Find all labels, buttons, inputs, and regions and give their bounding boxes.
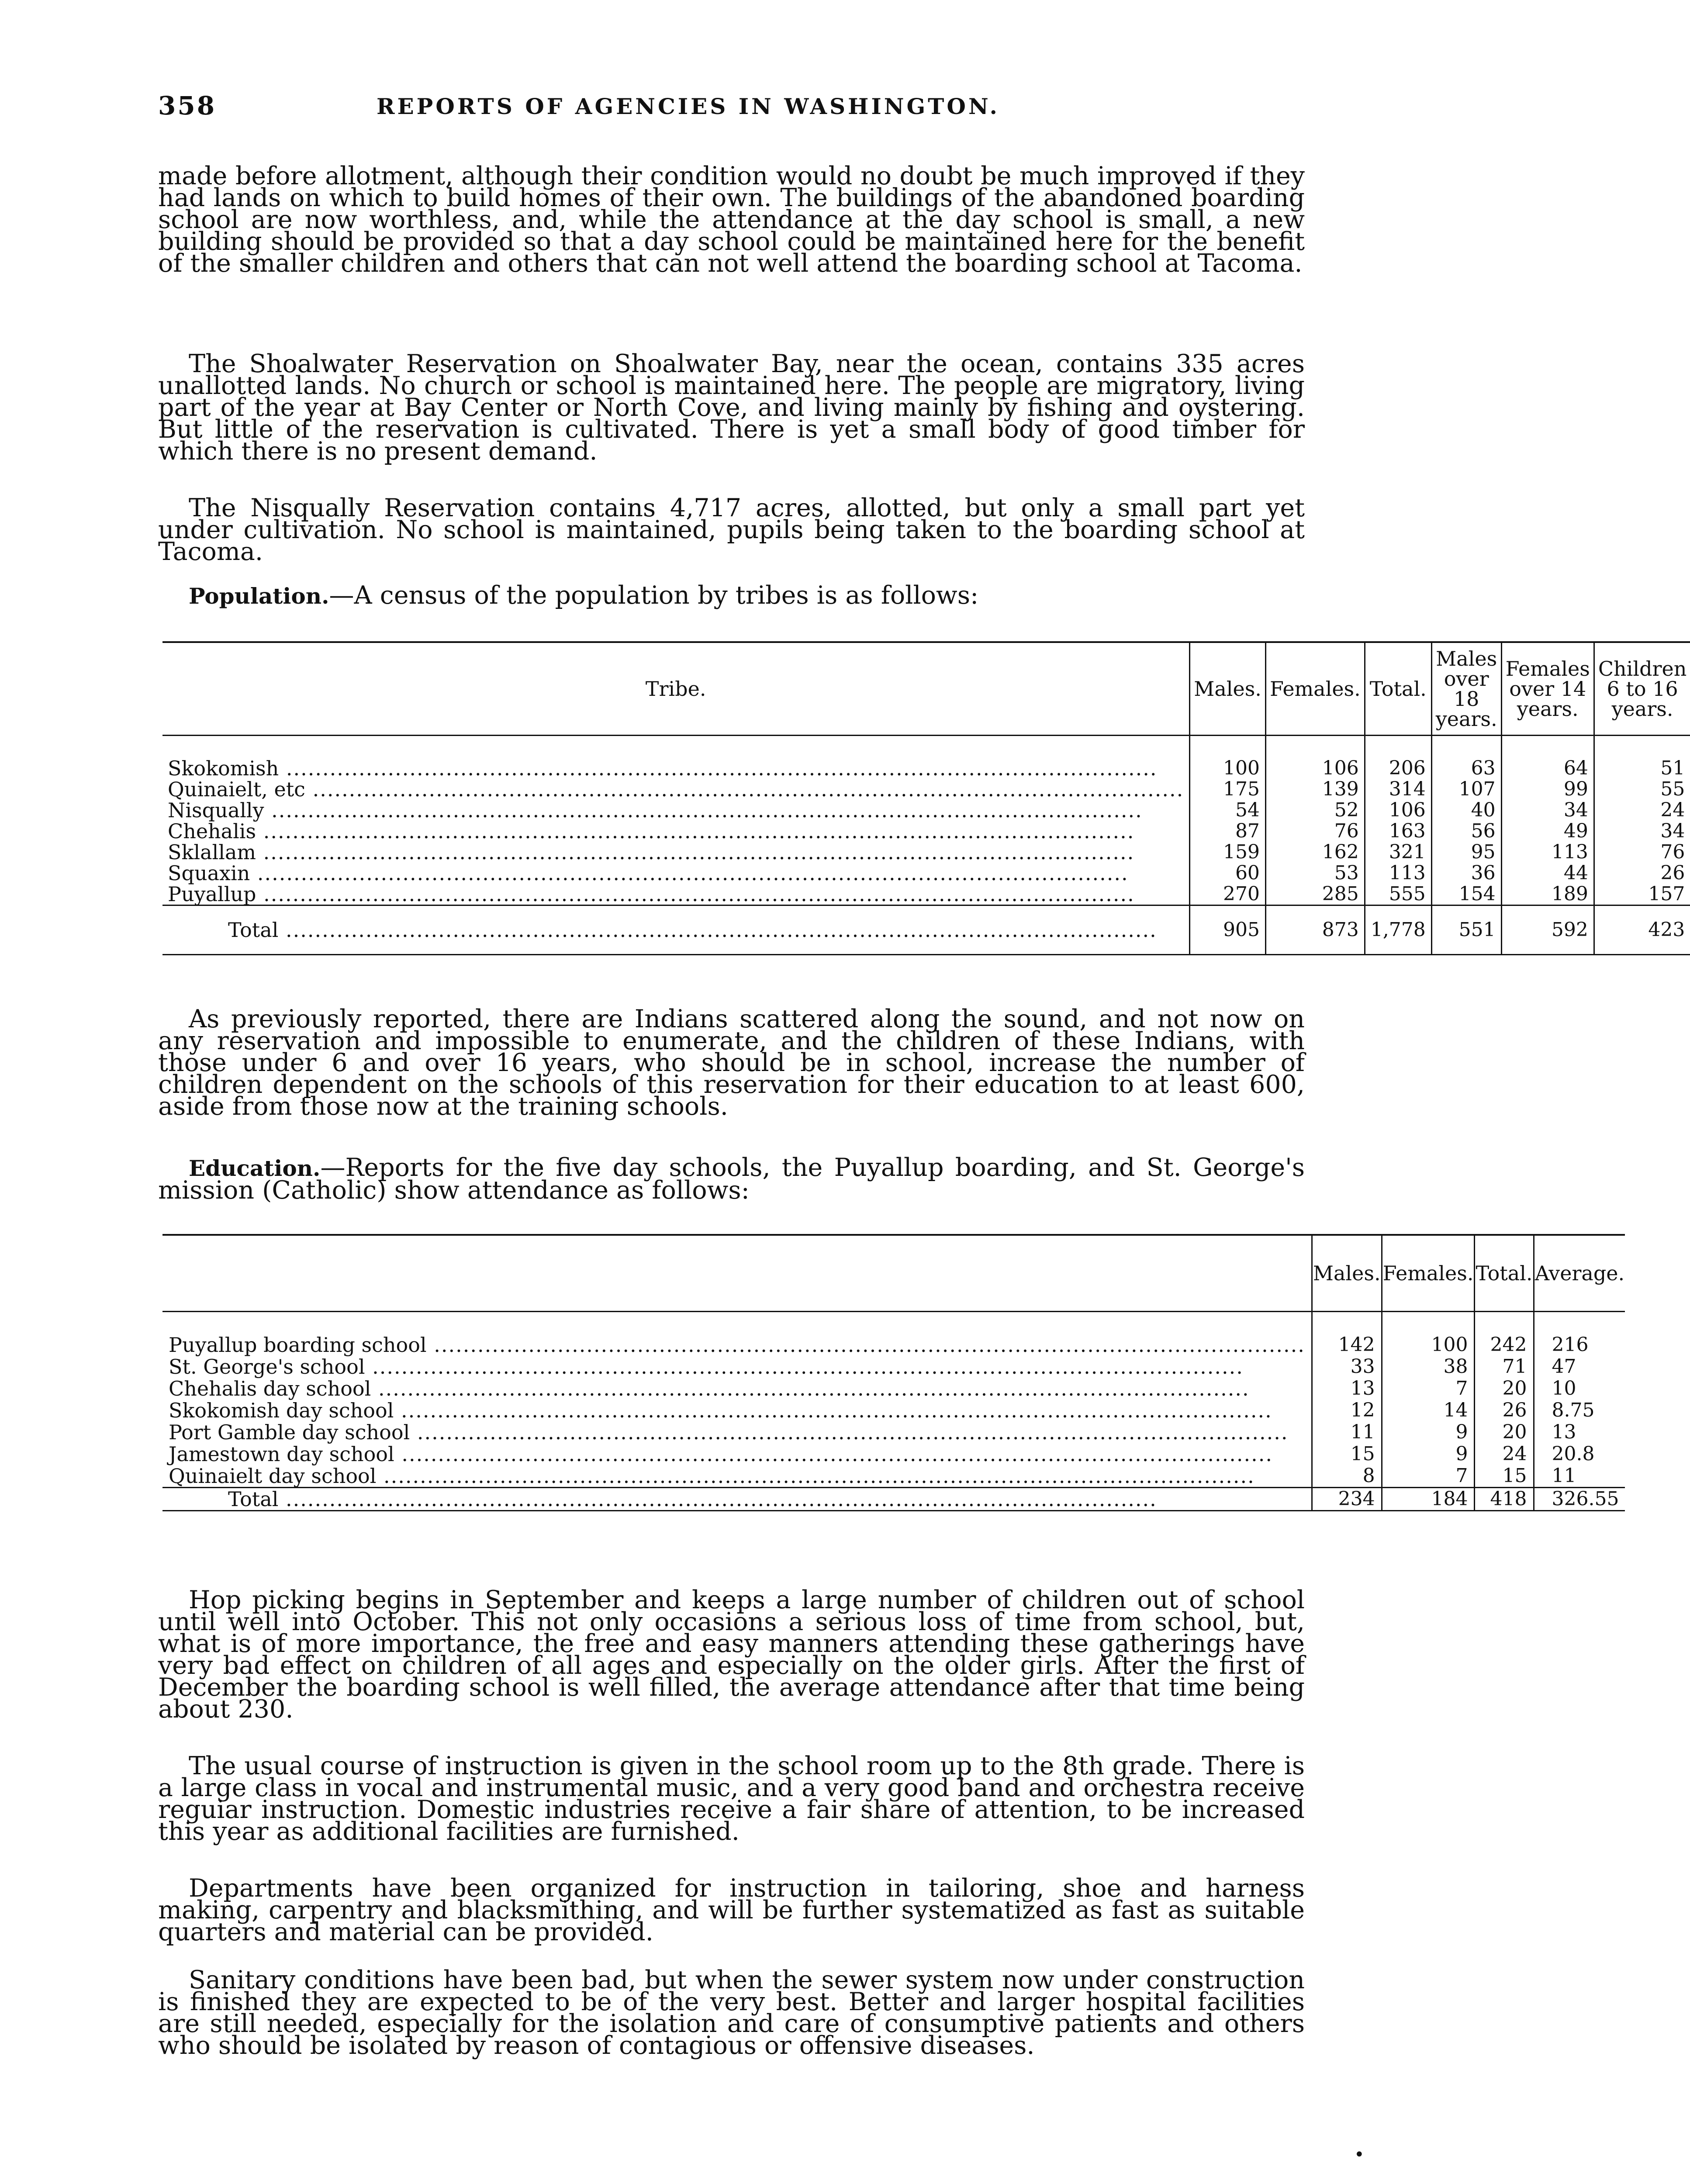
tribe-name: Skokomish ..... [162,758,1190,779]
paragraph-5: As previously reported, there are Indians scattered along the sound, and not now on any reservation and impossible to enumerate, and the children of these Indians, with those under 6 and over 16 years, who should be in school, increase the number of children dependent on the schools of this reservation for their education to at least 600, aside from those now at the training schools. [158,1005,1305,1121]
cell: 51 [1594,758,1690,779]
cell: 36 [1431,863,1501,884]
col-total: Total. [1475,1235,1534,1312]
cell: 7 [1382,1465,1475,1488]
population-table [162,641,1690,955]
table-row [162,758,1690,779]
population-total-row [162,905,1690,955]
education-intro-text: —Reports for the five day schools, the Puyallup boarding, and St. George's mission (Catholic) show attendance as follows: [158,1153,1305,1205]
cell: 270 [1190,884,1266,905]
paragraph-2: The Shoalwater Reservation on Shoalwater Bay, near the ocean, contains 335 acres unallotted lands. No church or school is maintained here. The people are migratory, living part of the year at Bay Center or North Cove, and living mainly by fishing and oystering. But little of the reservation is cultivated. There is yet a small body of good timber for which there is no present demand. [158,349,1305,466]
page-header [158,91,1305,126]
cell: 163 [1365,821,1431,842]
cell: 9 [1382,1443,1475,1465]
table-row [162,1400,1625,1421]
table-row [162,863,1690,884]
paragraph-1: made before allotment, although their condition would no doubt be much improved if they had lands on which to build homes of their own. The buildings of the abandoned boarding school are now worthless, and, while the attendance at the day school is small, a new building should be provided so that a day school could be maintained here for the benefit of the smaller children and others that can not well attend the boarding school at Tacoma. [158,162,1305,278]
cell: 11 [1312,1421,1382,1443]
attendance-table-header [162,1235,1625,1312]
cell: 113 [1365,863,1431,884]
paragraph-population-intro [158,581,1305,610]
cell: 905 [1190,905,1266,955]
cell: 13 [1312,1378,1382,1400]
cell: 314 [1365,779,1431,800]
attendance-total-row [162,1488,1625,1511]
table-row [162,800,1690,821]
paragraph-7: Hop picking begins in September and keeps a large number of children out of school until well into October. This not only occasions a serious loss of time from school, but, what is of more importance, the free and easy manners attending these gatherings have very bad effect on children of all ages and especially on the older girls. After the first of December the boarding school is well filled, the average attendance after that time being about 230. [158,1586,1305,1724]
col-females-over-14: Females over 14 years. [1501,642,1594,736]
tribe-name: Chehalis ..... [162,821,1190,842]
school-name: Quinaielt day school ..... [162,1465,1312,1488]
paragraph-8: The usual course of instruction is given in the school room up to the 8th grade. There is a large class in vocal and instrumental music, and a very good band and orchestra receive reguiar instruction. Domestic industries receive a fair share of attention, to be increased this year as additional facilities are furnished. [158,1752,1305,1846]
cell: 56 [1431,821,1501,842]
table-row [162,1443,1625,1465]
cell: 159 [1190,842,1266,863]
cell: 555 [1365,884,1431,905]
cell: 26 [1475,1400,1534,1421]
cell: 873 [1265,905,1365,955]
col-males-over-18: Males over 18 years. [1431,642,1501,736]
cell: 33 [1312,1356,1382,1378]
total-label: Total ..... [162,905,1190,955]
education-label: Education. [189,1155,321,1181]
cell: 10 [1534,1378,1625,1400]
cell: 26 [1594,863,1690,884]
paragraph-3: The Nisqually Reservation contains 4,717 acres, allotted, but only a small part yet under cultivation. No school is maintained, pupils being taken to the boarding school at Tacoma. [158,494,1305,566]
col-school [162,1235,1312,1312]
table-row [162,1421,1625,1443]
cell: 216 [1534,1334,1625,1356]
table-row [162,1378,1625,1400]
cell: 418 [1475,1488,1534,1511]
col-tribe: Tribe. [162,642,1190,736]
tribe-name: Squaxin ..... [162,863,1190,884]
cell: 49 [1501,821,1594,842]
population-label: Population. [189,583,329,609]
attendance-table [162,1234,1625,1511]
cell: 15 [1312,1443,1382,1465]
cell: 44 [1501,863,1594,884]
cell: 99 [1501,779,1594,800]
cell: 20 [1475,1421,1534,1443]
population-table-header [162,642,1690,736]
total-label: Total ..... [162,1488,1312,1511]
cell: 20.8 [1534,1443,1625,1465]
cell: 24 [1594,800,1690,821]
cell: 12 [1312,1400,1382,1421]
cell: 11 [1534,1465,1625,1488]
table-row [162,779,1690,800]
table-row [162,1334,1625,1356]
table-row [162,1356,1625,1378]
stray-dot: • [1354,2145,1365,2165]
tribe-name: Puyallup ..... [162,884,1190,905]
cell: 24 [1475,1443,1534,1465]
cell: 55 [1594,779,1690,800]
cell: 326.55 [1534,1488,1625,1511]
school-name: Jamestown day school ..... [162,1443,1312,1465]
cell: 8.75 [1534,1400,1625,1421]
tribe-name: Sklallam ..... [162,842,1190,863]
cell: 113 [1501,842,1594,863]
cell: 13 [1534,1421,1625,1443]
cell: 423 [1594,905,1690,955]
table-row [162,1465,1625,1488]
school-name: Port Gamble day school ..... [162,1421,1312,1443]
cell: 52 [1265,800,1365,821]
cell: 551 [1431,905,1501,955]
cell: 184 [1382,1488,1475,1511]
cell: 95 [1431,842,1501,863]
table-row [162,821,1690,842]
col-children-6-16: Children 6 to 16 years. [1594,642,1690,736]
cell: 100 [1382,1334,1475,1356]
cell: 154 [1431,884,1501,905]
cell: 206 [1365,758,1431,779]
cell: 234 [1312,1488,1382,1511]
school-name: Skokomish day school ..... [162,1400,1312,1421]
cell: 54 [1190,800,1266,821]
cell: 142 [1312,1334,1382,1356]
cell: 100 [1190,758,1266,779]
cell: 242 [1475,1334,1534,1356]
cell: 34 [1594,821,1690,842]
tribe-name: Nisqually ..... [162,800,1190,821]
cell: 64 [1501,758,1594,779]
paragraph-9: Departments have been organized for instruction in tailoring, shoe and harness making, carpentry and blacksmithing, and will be further systematized as fast as suitable quarters and material can be provided. [158,1874,1305,1946]
table-row [162,842,1690,863]
school-name: Puyallup boarding school ..... [162,1334,1312,1356]
tribe-name: Quinaielt, etc ..... [162,779,1190,800]
cell: 76 [1265,821,1365,842]
cell: 9 [1382,1421,1475,1443]
school-name: St. George's school ..... [162,1356,1312,1378]
cell: 14 [1382,1400,1475,1421]
cell: 175 [1190,779,1266,800]
cell: 107 [1431,779,1501,800]
cell: 285 [1265,884,1365,905]
col-females: Females. [1382,1235,1475,1312]
cell: 71 [1475,1356,1534,1378]
cell: 7 [1382,1378,1475,1400]
cell: 53 [1265,863,1365,884]
table-row [162,884,1690,905]
cell: 157 [1594,884,1690,905]
cell: 63 [1431,758,1501,779]
cell: 139 [1265,779,1365,800]
col-average: Average. [1534,1235,1625,1312]
cell: 1,778 [1365,905,1431,955]
cell: 321 [1365,842,1431,863]
page-number: 358 [158,91,217,121]
cell: 15 [1475,1465,1534,1488]
paragraph-education-intro [158,1153,1305,1205]
cell: 106 [1365,800,1431,821]
col-males: Males. [1190,642,1266,736]
cell: 34 [1501,800,1594,821]
cell: 592 [1501,905,1594,955]
cell: 189 [1501,884,1594,905]
cell: 162 [1265,842,1365,863]
cell: 87 [1190,821,1266,842]
cell: 38 [1382,1356,1475,1378]
cell: 76 [1594,842,1690,863]
cell: 20 [1475,1378,1534,1400]
col-total: Total. [1365,642,1431,736]
school-name: Chehalis day school ..... [162,1378,1312,1400]
paragraph-10: Sanitary conditions have been bad, but when the sewer system now under construction is finished they are expected to be of the very best. Better and larger hospital facilities are still needed, especially for the isolation and care of consumptive patients and others who should be isolated by reason of contagious or offensive diseases. [158,1966,1305,2060]
cell: 106 [1265,758,1365,779]
cell: 60 [1190,863,1266,884]
cell: 8 [1312,1465,1382,1488]
running-title: REPORTS OF AGENCIES IN WASHINGTON. [377,93,1000,119]
col-males: Males. [1312,1235,1382,1312]
population-intro-text: —A census of the population by tribes is as follows: [329,581,979,610]
col-females: Females. [1265,642,1365,736]
cell: 47 [1534,1356,1625,1378]
cell: 40 [1431,800,1501,821]
